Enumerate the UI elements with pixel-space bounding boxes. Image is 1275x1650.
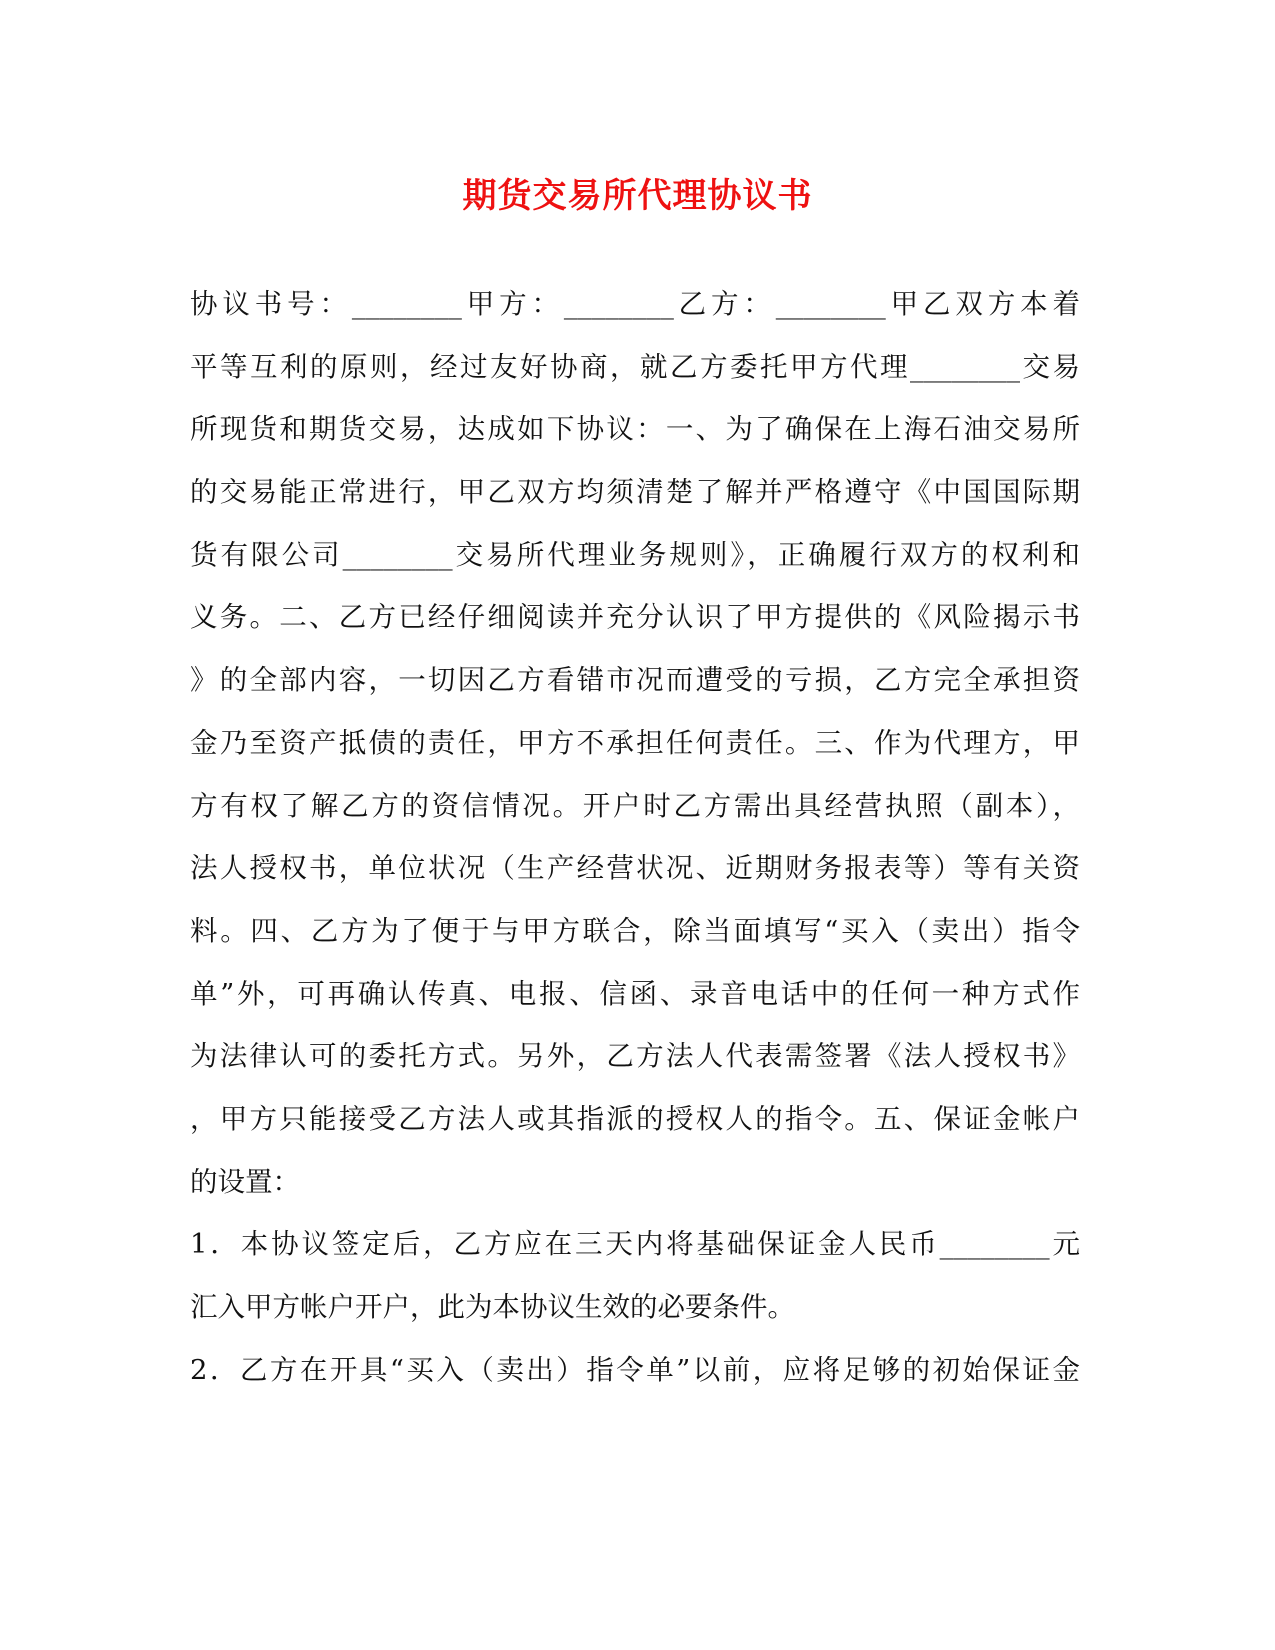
body-line: 单”外，可再确认传真、电报、信函、录音电话中的任何一种方式作 [190,977,1080,1010]
body-line: 的交易能正常进行，甲乙双方均须清楚了解并严格遵守《中国国际期 [190,476,1080,509]
numbered-clause-line: 汇入甲方帐户开户，此为本协议生效的必要条件。 [190,1291,795,1323]
body-line: 货有限公司________交易所代理业务规则》，正确履行双方的权利和 [190,538,1080,571]
numbered-clause-line: 1．本协议签定后，乙方应在三天内将基础保证金人民币________元 [190,1228,1080,1261]
body-line: 所现货和期货交易，达成如下协议：一、为了确保在上海石油交易所 [190,413,1080,446]
body-line: 平等互利的原则，经过友好协商，就乙方委托甲方代理________交易 [190,350,1080,383]
body-line: 协议书号：________甲方：________乙方：________甲乙双方本着 [190,288,1080,320]
body-line: 为法律认可的委托方式。另外，乙方法人代表需签署《法人授权书》 [190,1040,1080,1073]
numbered-clause-line: 2．乙方在开具“买入（卖出）指令单”以前，应将足够的初始保证金 [190,1353,1080,1386]
body-line: 》的全部内容，一切因乙方看错市况而遭受的亏损，乙方完全承担资 [190,664,1080,697]
document-title: 期货交易所代理协议书 [462,176,813,216]
body-line: 金乃至资产抵债的责任，甲方不承担任何责任。三、作为代理方，甲 [190,726,1080,759]
body-line: 料。四、乙方为了便于与甲方联合，除当面填写“买入（卖出）指令 [190,914,1080,947]
body-line: 法人授权书，单位状况（生产经营状况、近期财务报表等）等有关资 [190,852,1080,885]
body-line: 义务。二、乙方已经仔细阅读并充分认识了甲方提供的《风险揭示书 [190,601,1080,634]
body-line: ，甲方只能接受乙方法人或其指派的授权人的指令。五、保证金帐户 [190,1102,1080,1135]
body-line: 的设置： [190,1165,300,1198]
body-line: 方有权了解乙方的资信情况。开户时乙方需出具经营执照（副本）， [190,789,1080,822]
document-body [190,273,1080,1401]
